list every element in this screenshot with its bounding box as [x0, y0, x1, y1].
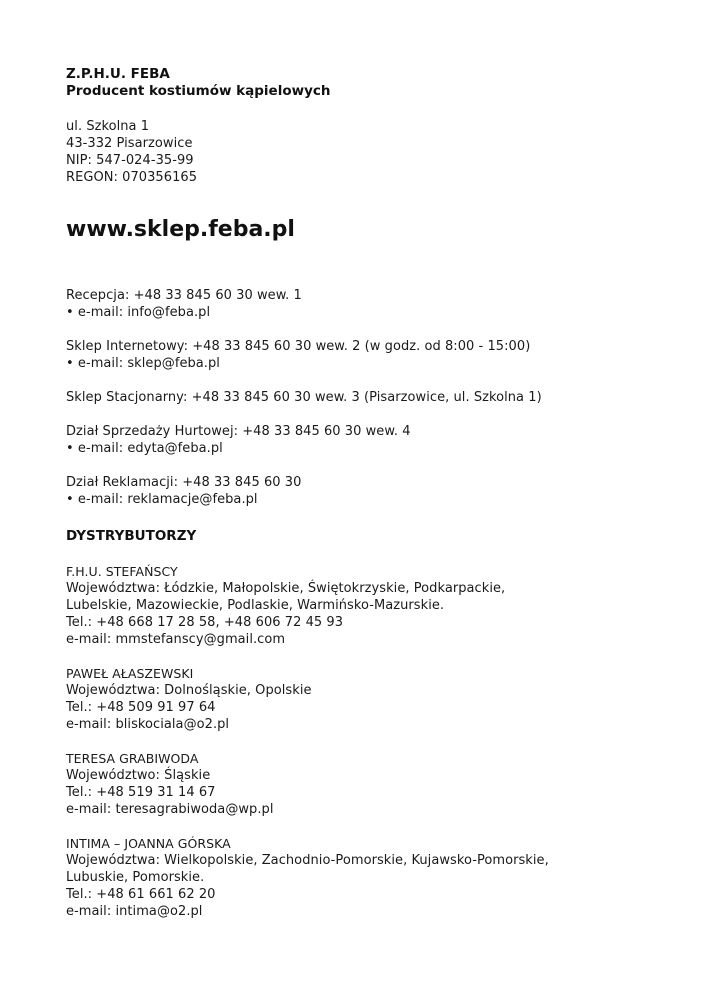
distributor-name: F.H.U. STEFAŃSCY	[66, 564, 178, 579]
distributor-line: Województwa: Dolnośląskie, Opolskie	[66, 683, 312, 698]
distributor-phone: Tel.: +48 519 31 14 67	[66, 785, 216, 800]
distributor-line: Województwo: Śląskie	[66, 768, 211, 783]
company-header	[66, 66, 686, 100]
contact-reception	[66, 287, 686, 321]
address-city: 43-332 Pisarzowice	[66, 136, 193, 151]
address-block	[66, 118, 686, 186]
contact-line: Recepcja: +48 33 845 60 30 wew. 1	[66, 288, 302, 303]
address-nip: NIP: 547-024-35-99	[66, 153, 194, 168]
contact-email[interactable]: • e-mail: sklep@feba.pl	[66, 356, 220, 371]
contact-complaints	[66, 474, 686, 508]
contact-line: Sklep Stacjonarny: +48 33 845 60 30 wew. 3 (Pisarzowice, ul. Szkolna 1)	[66, 390, 542, 405]
website-link[interactable]: www.sklep.feba.pl	[66, 217, 295, 242]
company-tagline: Producent kostiumów kąpielowych	[66, 83, 331, 99]
contact-email[interactable]: • e-mail: reklamacje@feba.pl	[66, 492, 258, 507]
distributor-line: Województwa: Łódzkie, Małopolskie, Świętokrzyskie, Podkarpackie,	[66, 581, 506, 596]
distributors-section	[66, 563, 686, 920]
address-regon: REGON: 070356165	[66, 170, 198, 185]
contact-line: Dział Reklamacji: +48 33 845 60 30	[66, 475, 302, 490]
distributor-phone: Tel.: +48 61 661 62 20	[66, 887, 216, 902]
distributor-alaszewski	[66, 665, 686, 733]
distributor-name: PAWEŁ AŁASZEWSKI	[66, 666, 194, 681]
company-name: Z.P.H.U. FEBA	[66, 66, 170, 82]
contact-email[interactable]: • e-mail: info@feba.pl	[66, 305, 211, 320]
contact-wholesale	[66, 423, 686, 457]
distributor-email[interactable]: e-mail: bliskociala@o2.pl	[66, 717, 230, 732]
distributor-intima	[66, 835, 686, 920]
distributor-line: Lubuskie, Pomorskie.	[66, 870, 205, 885]
distributor-stefanscy	[66, 563, 686, 648]
distributor-line: Lubelskie, Mazowieckie, Podlaskie, Warmińsko-Mazurskie.	[66, 598, 445, 613]
distributor-phone: Tel.: +48 509 91 97 64	[66, 700, 216, 715]
distributors-title: DYSTRYBUTORZY	[66, 528, 197, 544]
distributor-email[interactable]: e-mail: mmstefanscy@gmail.com	[66, 632, 286, 647]
address-street: ul. Szkolna 1	[66, 119, 150, 134]
distributor-phone: Tel.: +48 668 17 28 58, +48 606 72 45 93	[66, 615, 344, 630]
distributor-email[interactable]: e-mail: intima@o2.pl	[66, 904, 203, 919]
contacts-section	[66, 287, 686, 508]
contact-line: Sklep Internetowy: +48 33 845 60 30 wew. 2 (w godz. od 8:00 - 15:00)	[66, 339, 531, 354]
distributor-grabiwoda	[66, 750, 686, 818]
distributor-line: Województwa: Wielkopolskie, Zachodnio-Pomorskie, Kujawsko-Pomorskie,	[66, 853, 549, 868]
contact-email[interactable]: • e-mail: edyta@feba.pl	[66, 441, 223, 456]
distributor-name: INTIMA – JOANNA GÓRSKA	[66, 836, 231, 851]
document-page	[66, 66, 686, 937]
distributor-email[interactable]: e-mail: teresagrabiwoda@wp.pl	[66, 802, 274, 817]
contact-store	[66, 389, 686, 406]
contact-line: Dział Sprzedaży Hurtowej: +48 33 845 60 30 wew. 4	[66, 424, 411, 439]
distributor-name: TERESA GRABIWODA	[66, 751, 199, 766]
contact-online-shop	[66, 338, 686, 372]
